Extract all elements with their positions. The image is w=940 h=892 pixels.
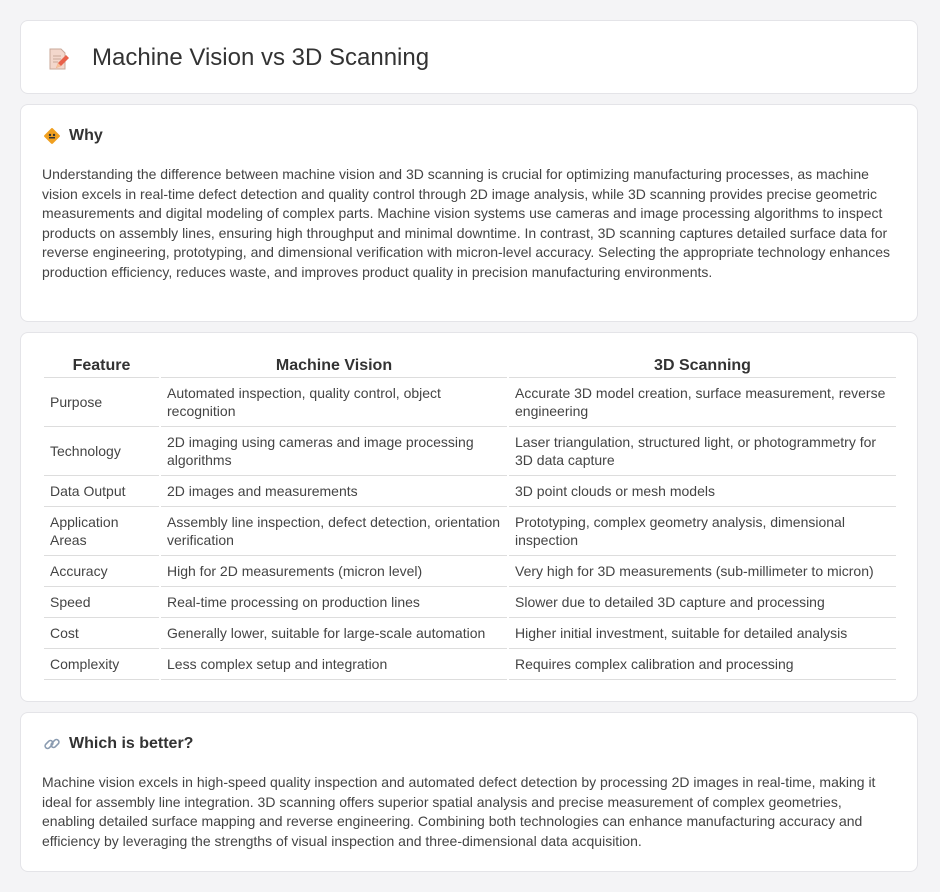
- 3d-scanning-cell: Accurate 3D model creation, surface measurement, reverse engineering: [509, 378, 896, 427]
- feature-cell: Complexity: [44, 649, 159, 680]
- title-card: [20, 20, 918, 94]
- 3d-scanning-cell: Slower due to detailed 3D capture and processing: [509, 587, 896, 618]
- feature-cell: Speed: [44, 587, 159, 618]
- 3d-scanning-cell: Requires complex calibration and processing: [509, 649, 896, 680]
- table-row: [44, 427, 896, 476]
- machine-vision-cell: High for 2D measurements (micron level): [161, 556, 507, 587]
- 3d-scanning-cell: Very high for 3D measurements (sub-millimeter to micron): [509, 556, 896, 587]
- comparison-table: [42, 353, 898, 680]
- table-row: [44, 507, 896, 556]
- table-row: [44, 649, 896, 680]
- warning-sign-icon: [43, 127, 61, 145]
- feature-cell: Cost: [44, 618, 159, 649]
- header-feature: Feature: [44, 353, 159, 378]
- 3d-scanning-cell: Prototyping, complex geometry analysis, dimensional inspection: [509, 507, 896, 556]
- machine-vision-cell: 2D images and measurements: [161, 476, 507, 507]
- machine-vision-cell: Generally lower, suitable for large-scale automation: [161, 618, 507, 649]
- 3d-scanning-cell: 3D point clouds or mesh models: [509, 476, 896, 507]
- machine-vision-cell: Assembly line inspection, defect detection, orientation verification: [161, 507, 507, 556]
- which-is-better-section: [20, 712, 918, 872]
- machine-vision-cell: Real-time processing on production lines: [161, 587, 507, 618]
- better-text: Machine vision excels in high-speed quality inspection and automated defect detection by processing 2D images in real-time, making it ideal for assembly line integration. 3D scanning offers superior spatial analysis and precise measurement of complex geometries, enabling detailed surface mapping and reverse engineering. Combining both technologies can enhance manufacturing accuracy and efficiency by leveraging the strengths of visual inspection and three-dimensional data acquisition.: [42, 774, 876, 849]
- why-text: Understanding the difference between machine vision and 3D scanning is crucial for optimizing manufacturing processes, as machine vision excels in real-time defect detection and quality control through 2D image analysis, while 3D scanning provides precise geometric measurements and digital modeling of complex parts. Machine vision systems use cameras and image processing algorithms to inspect products on assembly lines, ensuring high throughput and minimal downtime. In contrast, 3D scanning captures detailed surface data for reverse engineering, prototyping, and dimensional verification with micron-level accuracy. Selecting the appropriate technology enhances production efficiency, reduces waste, and improves product quality in precision manufacturing environments.: [42, 166, 890, 280]
- machine-vision-cell: Automated inspection, quality control, object recognition: [161, 378, 507, 427]
- feature-cell: Application Areas: [44, 507, 159, 556]
- link-icon: [43, 735, 61, 753]
- better-heading: Which is better?: [69, 735, 194, 752]
- feature-cell: Technology: [44, 427, 159, 476]
- feature-cell: Data Output: [44, 476, 159, 507]
- header-machine-vision: Machine Vision: [161, 353, 507, 378]
- header-3d-scanning: 3D Scanning: [509, 353, 896, 378]
- machine-vision-cell: 2D imaging using cameras and image processing algorithms: [161, 427, 507, 476]
- table-row: [44, 476, 896, 507]
- why-section: [20, 104, 918, 322]
- table-row: [44, 587, 896, 618]
- table-row: [44, 378, 896, 427]
- feature-cell: Accuracy: [44, 556, 159, 587]
- why-heading: Why: [69, 127, 103, 144]
- page-title: Machine Vision vs 3D Scanning: [92, 44, 430, 71]
- table-row: [44, 556, 896, 587]
- 3d-scanning-cell: Higher initial investment, suitable for detailed analysis: [509, 618, 896, 649]
- feature-cell: Purpose: [44, 378, 159, 427]
- machine-vision-cell: Less complex setup and integration: [161, 649, 507, 680]
- 3d-scanning-cell: Laser triangulation, structured light, or photogrammetry for 3D data capture: [509, 427, 896, 476]
- comparison-section: [20, 332, 918, 702]
- document-pencil-icon: [47, 47, 69, 71]
- table-row: [44, 618, 896, 649]
